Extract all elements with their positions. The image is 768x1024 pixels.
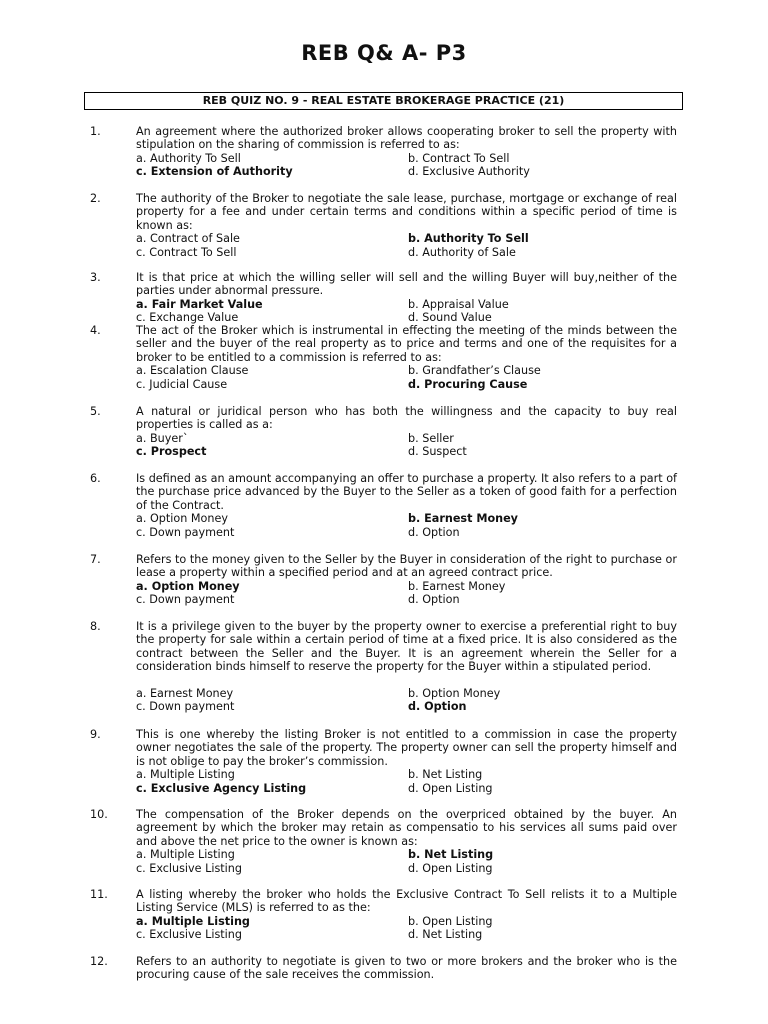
answer-option: d. Option (408, 525, 460, 539)
answer-option: b. Grandfather’s Clause (408, 364, 541, 378)
question-text: Is defined as an amount accompanying an offer to purchase a property. It also refers to a part of the purchase price advanced by the Buyer to the Seller as a token of good faith for a perfection of the Contract. (136, 472, 677, 512)
answer-options (136, 512, 677, 539)
quiz-header: REB QUIZ NO. 9 - REAL ESTATE BROKERAGE PRACTICE (21) (84, 92, 683, 110)
answer-option-correct: b. Earnest Money (408, 512, 518, 526)
answer-option: d. Open Listing (408, 861, 493, 875)
answer-option: b. Appraisal Value (408, 297, 509, 311)
question-number: 9. (90, 728, 101, 741)
answer-option: c. Down payment (136, 700, 235, 714)
answer-option: d. Open Listing (408, 781, 493, 795)
answer-option-correct: b. Net Listing (408, 848, 494, 862)
answer-options (136, 232, 677, 259)
answer-option: b. Earnest Money (408, 579, 506, 593)
answer-option: c. Down payment (136, 525, 235, 539)
answer-option: a. Earnest Money (136, 687, 234, 700)
answer-option-correct: b. Authority To Sell (408, 232, 529, 246)
question-text: The authority of the Broker to negotiate the sale lease, purchase, mortgage or exchange of real property for a fee and under certain terms and conditions within a specific period of time is known as: (136, 192, 677, 232)
question-text: A listing whereby the broker who holds the Exclusive Contract To Sell relists it to a Multiple Listing Service (MLS) is referred to as the: (136, 888, 677, 915)
question-number: 4. (90, 324, 101, 337)
answer-option: a. Option Money (136, 512, 228, 526)
answer-option: d. Option (408, 593, 460, 607)
answer-option-correct: c. Extension of Authority (136, 165, 293, 179)
answer-option: b. Seller (408, 431, 454, 445)
answer-options (136, 915, 677, 942)
answer-option: d. Exclusive Authority (408, 165, 530, 179)
answer-option: a. Multiple Listing (136, 768, 235, 782)
question-number: 12. (90, 955, 108, 968)
answer-option-correct: d. Procuring Cause (408, 377, 528, 391)
answer-options (136, 848, 677, 875)
question-text: This is one whereby the listing Broker is not entitled to a commission in case the property owner negotiates the sale of the property. The property owner can sell the property himself and is not oblige to pay the broker’s commission. (136, 728, 677, 768)
answer-option: b. Open Listing (408, 914, 493, 928)
answer-option-correct: d. Option (408, 700, 467, 714)
answer-option: c. Exclusive Listing (136, 861, 242, 875)
page-title: REB Q& A- P3 (301, 41, 467, 65)
question-number: 11. (90, 888, 108, 901)
question-text: The act of the Broker which is instrumental in effecting the meeting of the minds between the seller and the buyer of the real property as to price and terms and one of the requisites for a broker to be entitled to a commission is referred to as: (136, 324, 677, 364)
answer-option: a. Authority To Sell (136, 151, 241, 165)
answer-option: a. Multiple Listing (136, 848, 235, 862)
question-text: An agreement where the authorized broker allows cooperating broker to sell the property with stipulation on the sharing of commission is referred to as: (136, 125, 677, 152)
answer-options (136, 687, 677, 714)
question-number: 7. (90, 553, 101, 566)
question-text: Refers to an authority to negotiate is given to two or more brokers and the broker who is the procuring cause of the sale receives the commission. (136, 955, 677, 982)
answer-option-correct: c. Prospect (136, 445, 207, 459)
question-number: 5. (90, 405, 101, 418)
question-text: Refers to the money given to the Seller by the Buyer in consideration of the right to purchase or lease a property within a specified period and at an agreed contract price. (136, 553, 677, 580)
question-number: 6. (90, 472, 101, 485)
answer-option: a. Buyer` (136, 431, 189, 445)
answer-option: c. Exclusive Listing (136, 928, 242, 942)
answer-options (136, 768, 677, 795)
answer-option: d. Net Listing (408, 928, 483, 942)
answer-option: c. Down payment (136, 593, 235, 607)
answer-option-correct: a. Multiple Listing (136, 914, 250, 928)
answer-options (136, 152, 677, 179)
answer-options (136, 580, 677, 607)
question-text: A natural or juridical person who has both the willingness and the capacity to buy real properties is called as a: (136, 405, 677, 432)
answer-option-correct: a. Fair Market Value (136, 297, 263, 311)
answer-option: b. Contract To Sell (408, 151, 510, 165)
question-number: 1. (90, 125, 101, 138)
answer-option: c. Contract To Sell (136, 245, 237, 259)
question-number: 2. (90, 192, 101, 205)
answer-option-correct: c. Exclusive Agency Listing (136, 781, 307, 795)
question-number: 10. (90, 808, 108, 821)
answer-option: b. Option Money (408, 687, 501, 700)
answer-option: a. Contract of Sale (136, 232, 240, 246)
answer-option: d. Sound Value (408, 311, 492, 325)
question-number: 3. (90, 271, 101, 284)
question-text: It is a privilege given to the buyer by the property owner to exercise a preferential right to buy the property for sale within a certain period of time at a fixed price. It is also considered as the contract between the Seller and the Buyer. It is an agreement wherein the Seller for a consideration binds himself to reserve the property for the Buyer within a stipulated period. (136, 620, 677, 674)
answer-option: c. Exchange Value (136, 311, 239, 325)
question-number: 8. (90, 620, 101, 633)
answer-options (136, 432, 677, 459)
question-text: The compensation of the Broker depends on the overpriced obtained by the buyer. An agreement by which the broker may retain as compensatio to his services all sums paid over and above the net price to the owner is known as: (136, 808, 677, 848)
answer-option: b. Net Listing (408, 768, 483, 782)
question-text: It is that price at which the willing seller will sell and the willing Buyer will buy,neither of the parties under abnormal pressure. (136, 271, 677, 298)
answer-options (136, 364, 677, 391)
answer-option: a. Escalation Clause (136, 364, 249, 378)
answer-options (136, 298, 677, 325)
answer-option: d. Suspect (408, 445, 467, 459)
answer-option: c. Judicial Cause (136, 377, 228, 391)
answer-option: d. Authority of Sale (408, 245, 516, 259)
answer-option-correct: a. Option Money (136, 579, 240, 593)
